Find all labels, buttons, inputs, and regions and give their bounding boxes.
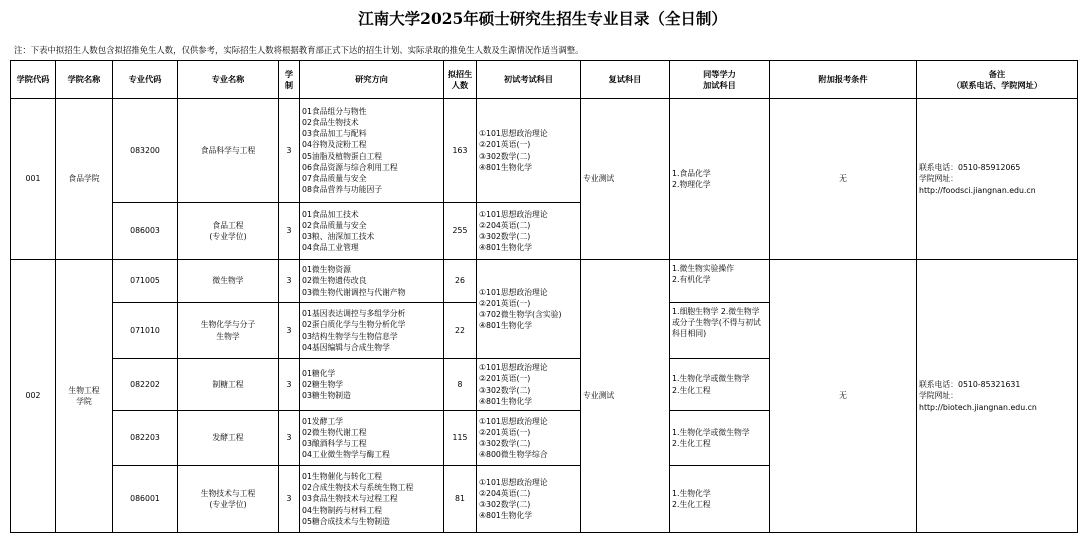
cell-line: 制糖工程 [212, 379, 244, 389]
cell-line: ④801生物化学 [479, 511, 533, 521]
cell-line: 02微生物遗传改良 [302, 276, 367, 286]
cell-line: 2.物理化学 [672, 180, 711, 189]
directions-cell [300, 303, 444, 359]
cell-line: 01糖化学 [302, 368, 336, 378]
header-enroll-line1: 拟招生 [447, 69, 473, 79]
cell-line: 02食品质量与安全 [302, 220, 367, 230]
exam-cell [477, 466, 581, 533]
cell-line: 02合成生物技术与系统生物工程 [302, 483, 414, 493]
cell-line: 03粮、油深加工技术 [302, 232, 375, 241]
cell-line: 04基因编辑与合成生物学 [302, 342, 390, 352]
cell-line: 微生物学 [212, 276, 244, 286]
cell-line: 01生物催化与转化工程 [302, 471, 383, 481]
cell-line: ④800微生物学综合 [479, 450, 548, 460]
major-code-cell: 083200 [113, 99, 178, 203]
directions-cell [300, 203, 444, 260]
cell-line: ②201英语(一) [479, 374, 531, 384]
header-enroll-line2: 人数 [451, 79, 469, 90]
cell-line: ②201英语(一) [479, 298, 531, 308]
directions-cell [300, 466, 444, 533]
cell-line: ④801生物化学 [479, 396, 533, 406]
enroll-cell: 255 [444, 203, 477, 260]
cell-line: 01基因表达调控与多组学分析 [302, 309, 406, 319]
directions-cell [300, 260, 444, 303]
directions-cell [300, 411, 444, 466]
exam-cell [477, 260, 581, 359]
cell-line: 02糖生物学 [302, 379, 344, 389]
remark-cell [917, 260, 1078, 533]
cell-line: 生物化学与分子 [200, 320, 256, 330]
major-code-cell: 082202 [113, 359, 178, 411]
major-code-cell: 086003 [113, 203, 178, 260]
college-name-cell: 食品学院 [56, 99, 113, 260]
cell-line: ③302数学(二) [479, 151, 531, 161]
cell-line: 03食品生物技术与过程工程 [302, 494, 398, 504]
equiv-cell [670, 260, 770, 303]
cell-line: ①101思想政治理论 [479, 416, 548, 426]
cell-line: ①101思想政治理论 [479, 129, 548, 139]
exam-cell [477, 203, 581, 260]
enroll-cell: 8 [444, 359, 477, 411]
cell-line: 01微生物资源 [302, 265, 351, 275]
cell-line: http://biotech.jiangnan.edu.cn [919, 402, 1037, 412]
cell-line: ①101思想政治理论 [479, 363, 548, 373]
extra-cell: 无 [770, 99, 917, 260]
extra-cell: 无 [770, 260, 917, 533]
cell-line: ②204英语(二) [479, 220, 531, 230]
cell-line: ①101思想政治理论 [479, 477, 548, 487]
retest-cell: 专业测试 [581, 99, 670, 260]
major-code-cell: 071010 [113, 303, 178, 359]
cell-line: 08食品营养与功能因子 [302, 185, 383, 195]
cell-line: 食品科学与工程 [200, 145, 256, 155]
cell-line: 学院 [76, 397, 92, 406]
enrollment-note: 注：下表中拟招生人数包含拟招推免生人数，仅供参考，实际招生人数将根据教育部正式下达的招生计划、实际录取的推免生人数及生源情况作适当调整。 [14, 45, 584, 55]
cell-line: 02蛋白质化学与生物分析化学 [302, 320, 406, 330]
enroll-cell: 26 [444, 260, 477, 303]
cell-line: 04食品工业管理 [302, 243, 359, 253]
cell-line: (专业学位) [209, 232, 247, 241]
cell-line: 01食品组分与物性 [302, 106, 367, 116]
directions-cell [300, 359, 444, 411]
cell-line: 06食品资源与综合利用工程 [302, 162, 398, 172]
equiv-cell: 1.细胞生物学 2.微生物学或分子生物学(不得与初试科目相同) [670, 303, 770, 359]
cell-line: ①101思想政治理论 [479, 209, 548, 219]
equiv-cell [670, 411, 770, 466]
header-remark [917, 61, 1078, 99]
cell-line: 03酿酒科学与工程 [302, 439, 367, 448]
header-row [11, 61, 1078, 99]
table-row [11, 260, 1078, 303]
retest-cell: 专业测试 [581, 260, 670, 533]
major-code-cell: 082203 [113, 411, 178, 466]
cell-line: 03结构生物学与生物信息学 [302, 331, 398, 341]
cell-line: 1.食品化学 [672, 168, 711, 178]
header-enroll [444, 61, 477, 99]
major-code-cell: 071005 [113, 260, 178, 303]
major-name-cell [178, 466, 279, 533]
header-remark-line2: （联系电话、学院网址） [951, 79, 1043, 90]
cell-line: 01发酵工学 [302, 416, 344, 426]
page-title: 江南大学2025年硕士研究生招生专业目录（全日制） [358, 9, 727, 28]
header-extra: 附加报考条件 [770, 61, 917, 99]
header-college-code: 学院代码 [11, 61, 56, 99]
equiv-cell [670, 466, 770, 533]
cell-line: ①101思想政治理论 [479, 287, 548, 297]
major-name-cell [178, 359, 279, 411]
cell-line: 学院网址： [919, 391, 958, 401]
exam-cell [477, 359, 581, 411]
remark-cell [917, 99, 1078, 260]
cell-line: 01食品加工技术 [302, 209, 359, 219]
college-code-cell: 002 [11, 260, 56, 533]
cell-line: 1.生物化学 [672, 488, 711, 498]
header-remark-line1: 备注 [988, 69, 1006, 79]
cell-line: 1.生物化学或微生物学 [672, 374, 750, 384]
header-exam: 初试考试科目 [477, 61, 581, 99]
cell-line: ③302数学(二) [479, 500, 531, 509]
duration-cell: 3 [279, 260, 300, 303]
cell-line: ③302数学(二) [479, 439, 531, 448]
cell-line: 生物学 [216, 331, 240, 341]
college-code-cell: 001 [11, 99, 56, 260]
header-equiv-line2: 加试科目 [703, 79, 736, 90]
cell-line: ②204英语(二) [479, 488, 531, 498]
cell-line: 02食品生物技术 [302, 117, 359, 127]
duration-cell: 3 [279, 359, 300, 411]
header-equiv-line1: 同等学力 [703, 69, 736, 79]
college-name-cell [56, 260, 113, 533]
cell-line: 05糖合成技术与生物制造 [302, 516, 390, 526]
cell-line: 联系电话：0510-85321631 [919, 380, 1021, 390]
cell-line: 2.生化工程 [672, 385, 711, 395]
cell-line: 2.生化工程 [672, 439, 711, 448]
cell-line: 1.生物化学或微生物学 [672, 427, 750, 437]
header-equiv [670, 61, 770, 99]
header-retest: 复试科目 [581, 61, 670, 99]
header-duration: 学制 [279, 61, 300, 99]
exam-cell [477, 99, 581, 203]
duration-cell: 3 [279, 411, 300, 466]
duration-cell: 3 [279, 203, 300, 260]
cell-line: (专业学位) [209, 500, 247, 509]
cell-line: 发酵工程 [212, 433, 244, 443]
cell-line: 1.微生物实验操作 [672, 264, 735, 273]
cell-line: ④801生物化学 [479, 321, 533, 331]
cell-line: 02微生物代谢工程 [302, 427, 367, 437]
cell-line: 04谷物及淀粉工程 [302, 140, 367, 150]
header-directions: 研究方向 [300, 61, 444, 99]
header-college-name: 学院名称 [56, 61, 113, 99]
major-code-cell: 086001 [113, 466, 178, 533]
exam-cell [477, 411, 581, 466]
cell-line: 2.有机化学 [672, 275, 711, 285]
major-name-cell [178, 411, 279, 466]
cell-line: 07食品质量与安全 [302, 173, 367, 183]
enroll-cell: 81 [444, 466, 477, 533]
cell-line: 食品工程 [212, 220, 244, 230]
duration-cell: 3 [279, 99, 300, 203]
cell-line: 联系电话：0510-85912065 [919, 163, 1021, 173]
cell-line: 05油脂及植物蛋白工程 [302, 151, 383, 161]
major-name-cell [178, 203, 279, 260]
directions-cell [300, 99, 444, 203]
cell-line: ②201英语(一) [479, 427, 531, 437]
major-name-cell [178, 99, 279, 203]
cell-line: 04工业微生物学与酶工程 [302, 450, 390, 460]
cell-line: ③302数学(二) [479, 232, 531, 241]
cell-line: ③702微生物学(含实验) [479, 310, 562, 319]
cell-line: 03糖生物制造 [302, 391, 351, 401]
cell-line: ③302数学(二) [479, 385, 531, 395]
table-row [11, 99, 1078, 203]
header-major-name: 专业名称 [178, 61, 279, 99]
header-major-code: 专业代码 [113, 61, 178, 99]
enroll-cell: 163 [444, 99, 477, 203]
cell-line: ④801生物化学 [479, 162, 533, 172]
cell-line: ④801生物化学 [479, 243, 533, 253]
cell-line: 学院网址： [919, 174, 958, 184]
duration-cell: 3 [279, 303, 300, 359]
catalog-table [10, 60, 1078, 533]
equiv-cell [670, 99, 770, 260]
enroll-cell: 115 [444, 411, 477, 466]
cell-line: 03食品加工与配料 [302, 129, 367, 139]
major-name-cell [178, 303, 279, 359]
cell-line: http://foodsci.jiangnan.edu.cn [919, 185, 1036, 195]
cell-line: ②201英语(一) [479, 140, 531, 150]
cell-line: 2.生化工程 [672, 500, 711, 509]
duration-cell: 3 [279, 466, 300, 533]
enroll-cell: 22 [444, 303, 477, 359]
equiv-cell [670, 359, 770, 411]
cell-line: 04生物制药与材料工程 [302, 505, 383, 515]
cell-line: 生物技术与工程 [200, 488, 256, 498]
major-name-cell [178, 260, 279, 303]
cell-line: 03微生物代谢调控与代谢产物 [302, 287, 406, 297]
cell-line: 生物工程 [68, 385, 100, 395]
